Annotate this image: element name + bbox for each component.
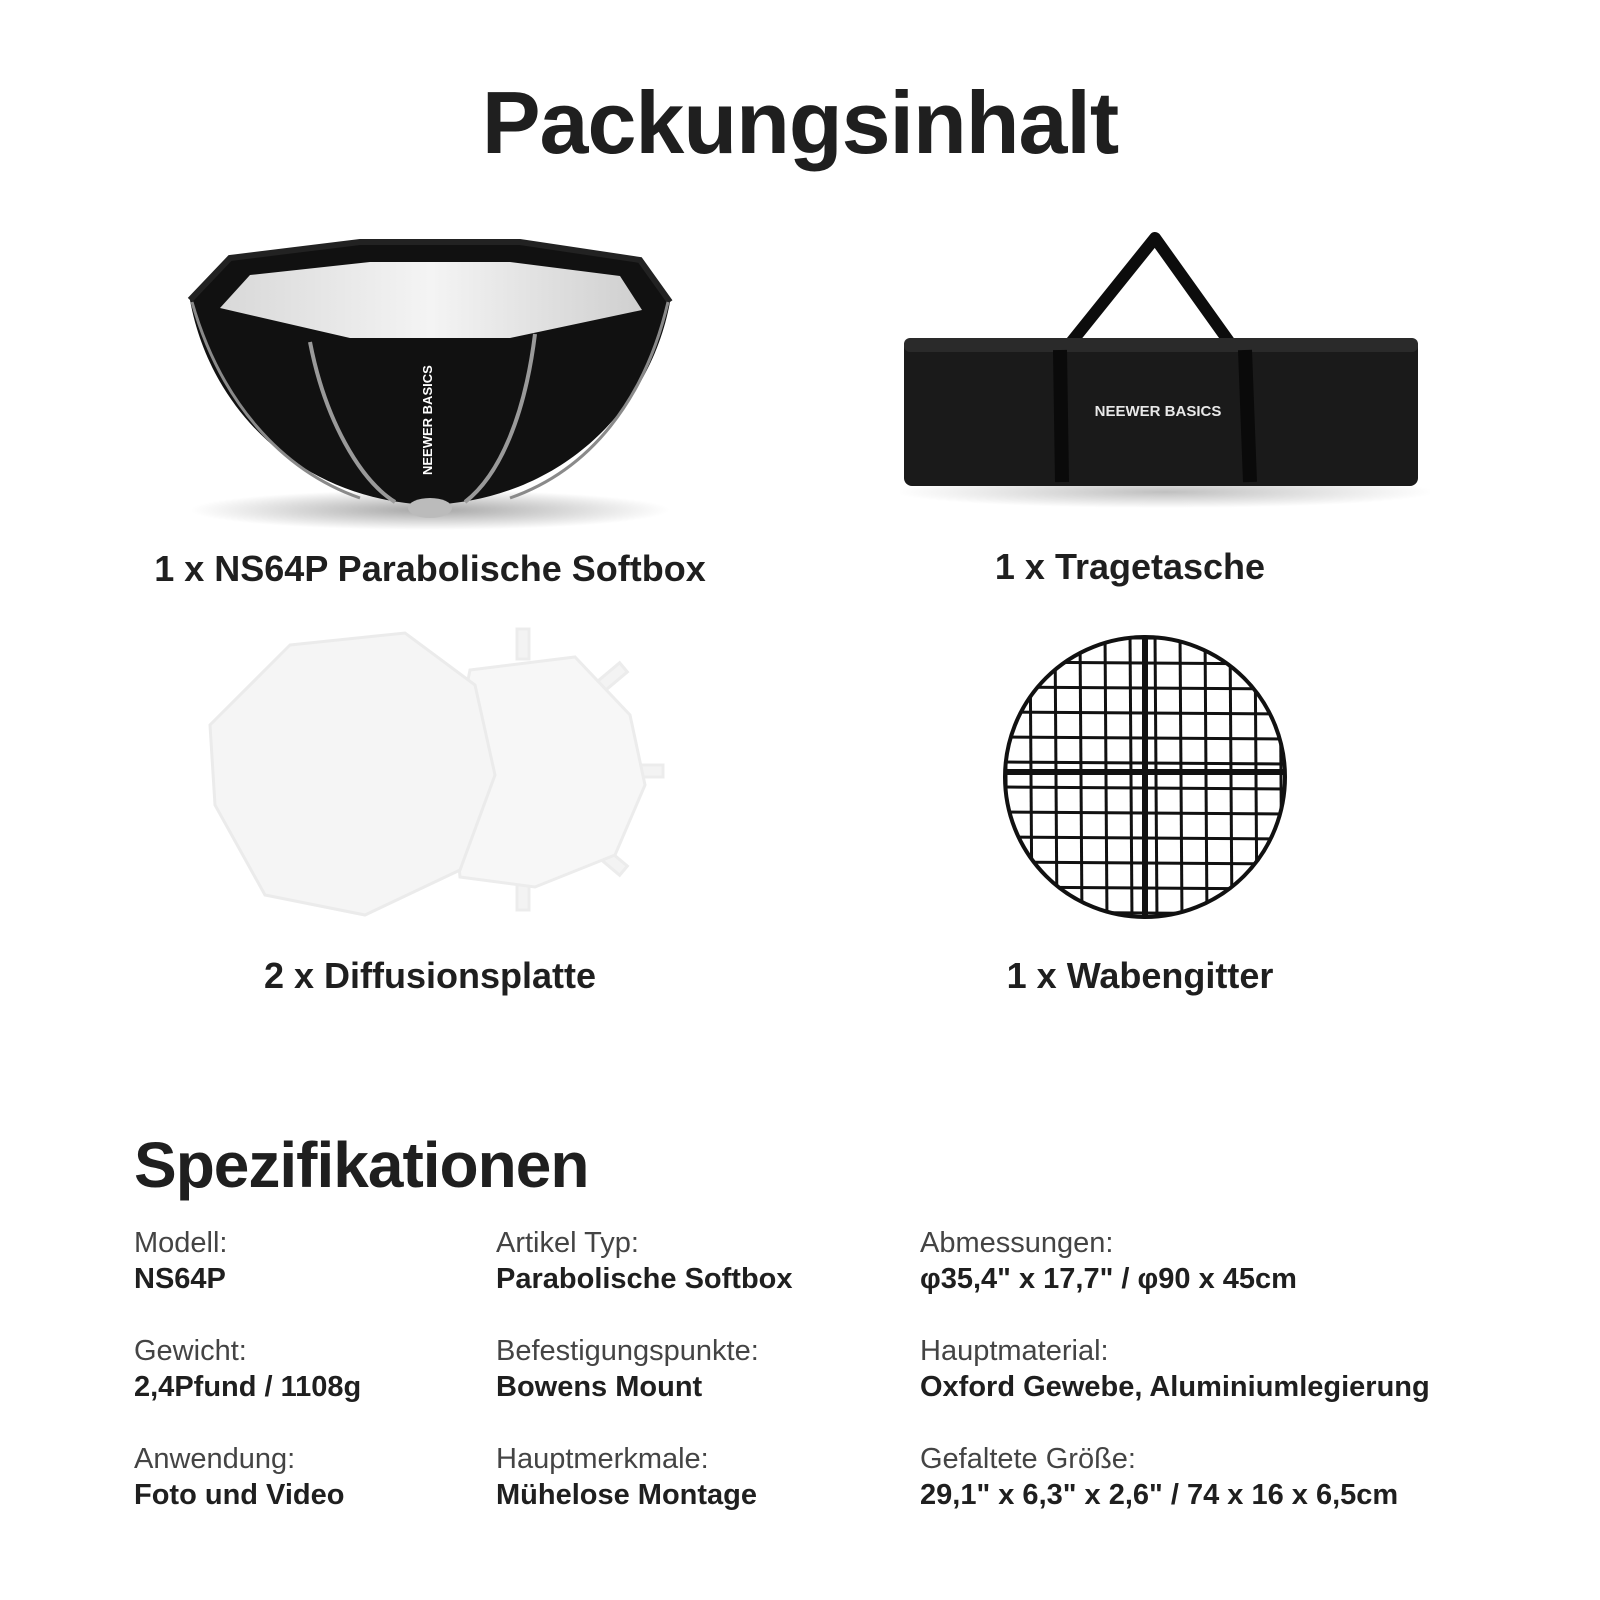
spec-application bbox=[134, 1441, 345, 1513]
spec-value: Foto und Video bbox=[134, 1479, 345, 1511]
spec-dimensions bbox=[920, 1225, 1297, 1297]
spec-value: Oxford Gewebe, Aluminiumlegierung bbox=[920, 1371, 1430, 1403]
spec-model bbox=[134, 1225, 228, 1297]
spec-mount bbox=[496, 1333, 759, 1405]
spec-value: Mühelose Montage bbox=[496, 1479, 758, 1511]
spec-label: Artikel Typ: bbox=[496, 1227, 639, 1259]
spec-label: Anwendung: bbox=[134, 1443, 296, 1475]
spec-folded-size bbox=[920, 1441, 1398, 1513]
spec-value: NS64P bbox=[134, 1263, 226, 1295]
caption-softbox: 1 x NS64P Parabolische Softbox bbox=[154, 548, 706, 589]
spec-value: φ35,4" x 17,7" / φ90 x 45cm bbox=[920, 1263, 1297, 1295]
spec-features bbox=[496, 1441, 757, 1513]
bag-brand-logo: NEEWER BASICS bbox=[1094, 403, 1222, 420]
caption-honeycomb-grid: 1 x Wabengitter bbox=[1006, 955, 1274, 996]
diffusion-plates-image bbox=[205, 625, 685, 925]
spec-label: Gefaltete Größe: bbox=[920, 1443, 1136, 1475]
spec-label: Gewicht: bbox=[134, 1335, 247, 1367]
spec-label: Hauptmaterial: bbox=[920, 1335, 1109, 1367]
spec-weight bbox=[134, 1333, 361, 1405]
spec-label: Hauptmerkmale: bbox=[496, 1443, 709, 1475]
spec-value: 2,4Pfund / 1108g bbox=[134, 1371, 362, 1403]
spec-material bbox=[920, 1333, 1430, 1405]
softbox-image bbox=[180, 230, 690, 530]
caption-diffusion-plates: 2 x Diffusionsplatte bbox=[263, 955, 597, 996]
softbox-brand-logo: NEEWER BASICS bbox=[420, 365, 435, 475]
spec-label: Modell: bbox=[134, 1227, 228, 1259]
spec-value: Parabolische Softbox bbox=[496, 1263, 793, 1295]
page-title: Packungsinhalt bbox=[481, 73, 1119, 172]
spec-value: 29,1" x 6,3" x 2,6" / 74 x 16 x 6,5cm bbox=[920, 1479, 1399, 1511]
caption-carry-bag: 1 x Tragetasche bbox=[994, 546, 1266, 587]
carry-bag-image bbox=[900, 230, 1430, 510]
honeycomb-grid-image bbox=[1000, 632, 1290, 922]
spec-label: Abmessungen: bbox=[920, 1227, 1114, 1259]
specs-title: Spezifikationen bbox=[134, 1129, 589, 1201]
spec-value: Bowens Mount bbox=[496, 1371, 703, 1403]
spec-item-type bbox=[496, 1225, 793, 1297]
spec-label: Befestigungspunkte: bbox=[496, 1335, 759, 1367]
